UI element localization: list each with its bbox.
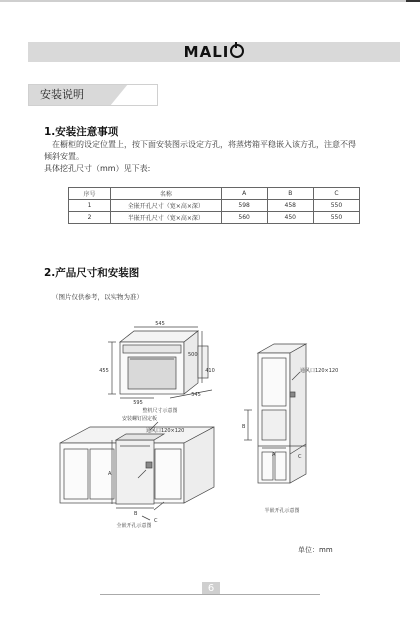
section-title: 安装说明 xyxy=(40,88,84,101)
table-header-cell: B xyxy=(267,188,313,200)
heading-install-notes: 1.安装注意事项 xyxy=(44,126,119,138)
half-dim-b: B xyxy=(242,424,246,430)
dim-height-label: 455 xyxy=(99,368,109,374)
table-cell: 550 xyxy=(313,212,359,224)
footer-rule xyxy=(100,594,320,595)
table-cell: 450 xyxy=(267,212,313,224)
full-dim-a: A xyxy=(108,471,112,477)
dim-base-width-label: 595 xyxy=(133,400,143,406)
brand-text: MALI xyxy=(183,43,230,61)
table-cell: 半嵌开孔尺寸（宽×高×深） xyxy=(111,212,221,224)
half-dim-a: A xyxy=(272,452,276,458)
oven-drawing xyxy=(108,327,212,398)
screw-plate-label: 安装螺钉固定板 xyxy=(122,416,158,422)
table-cell: 550 xyxy=(313,200,359,212)
table-cell: 全嵌开孔尺寸（宽×高×深） xyxy=(111,200,221,212)
table-cell: 2 xyxy=(69,212,111,224)
full-caption: 全嵌开孔示意图 xyxy=(116,523,152,529)
dim-inner-depth-label: 500 xyxy=(188,352,198,358)
paragraph-line-2: 倾斜安置。 xyxy=(44,152,84,161)
dim-width-label: 545 xyxy=(155,321,165,327)
image-note: （图片仅供参考，以实物为准） xyxy=(52,293,143,301)
table-cell: 1 xyxy=(69,200,111,212)
table-cell: 598 xyxy=(221,200,267,212)
paragraph-line-1: 在橱柜的设定位置上，按下面安装图示设定方孔，将蒸烤箱平稳嵌入该方孔，注意不得 xyxy=(52,140,356,149)
dim-base-depth-label: 545 xyxy=(191,392,201,398)
vent-full-label: 通风口120×120 xyxy=(146,428,185,434)
table-cell: 560 xyxy=(221,212,267,224)
half-dim-c: C xyxy=(298,454,302,460)
paragraph-line-3: 具体挖孔尺寸（mm）见下表: xyxy=(44,164,151,173)
table-cell: 458 xyxy=(267,200,313,212)
vent-half-label: 通风口120×120 xyxy=(300,368,339,374)
full-dim-b: B xyxy=(134,511,138,517)
oven-caption: 整机尺寸示意图 xyxy=(142,408,178,414)
full-dim-c: C xyxy=(154,518,158,524)
unit-label: 单位：mm xyxy=(298,546,333,554)
table-header-cell: A xyxy=(221,188,267,200)
dim-depth-label: 410 xyxy=(205,368,215,374)
half-cabinet-drawing xyxy=(244,344,306,483)
table-header-cell: 名称 xyxy=(111,188,221,200)
heading-dimensions: 2.产品尺寸和安装图 xyxy=(44,267,140,279)
page-number: 6 xyxy=(202,582,220,595)
table-header-cell: C xyxy=(313,188,359,200)
half-caption: 半嵌开孔示意图 xyxy=(264,508,300,514)
full-cabinet-drawing xyxy=(60,422,214,520)
table-header-cell: 序号 xyxy=(69,188,111,200)
